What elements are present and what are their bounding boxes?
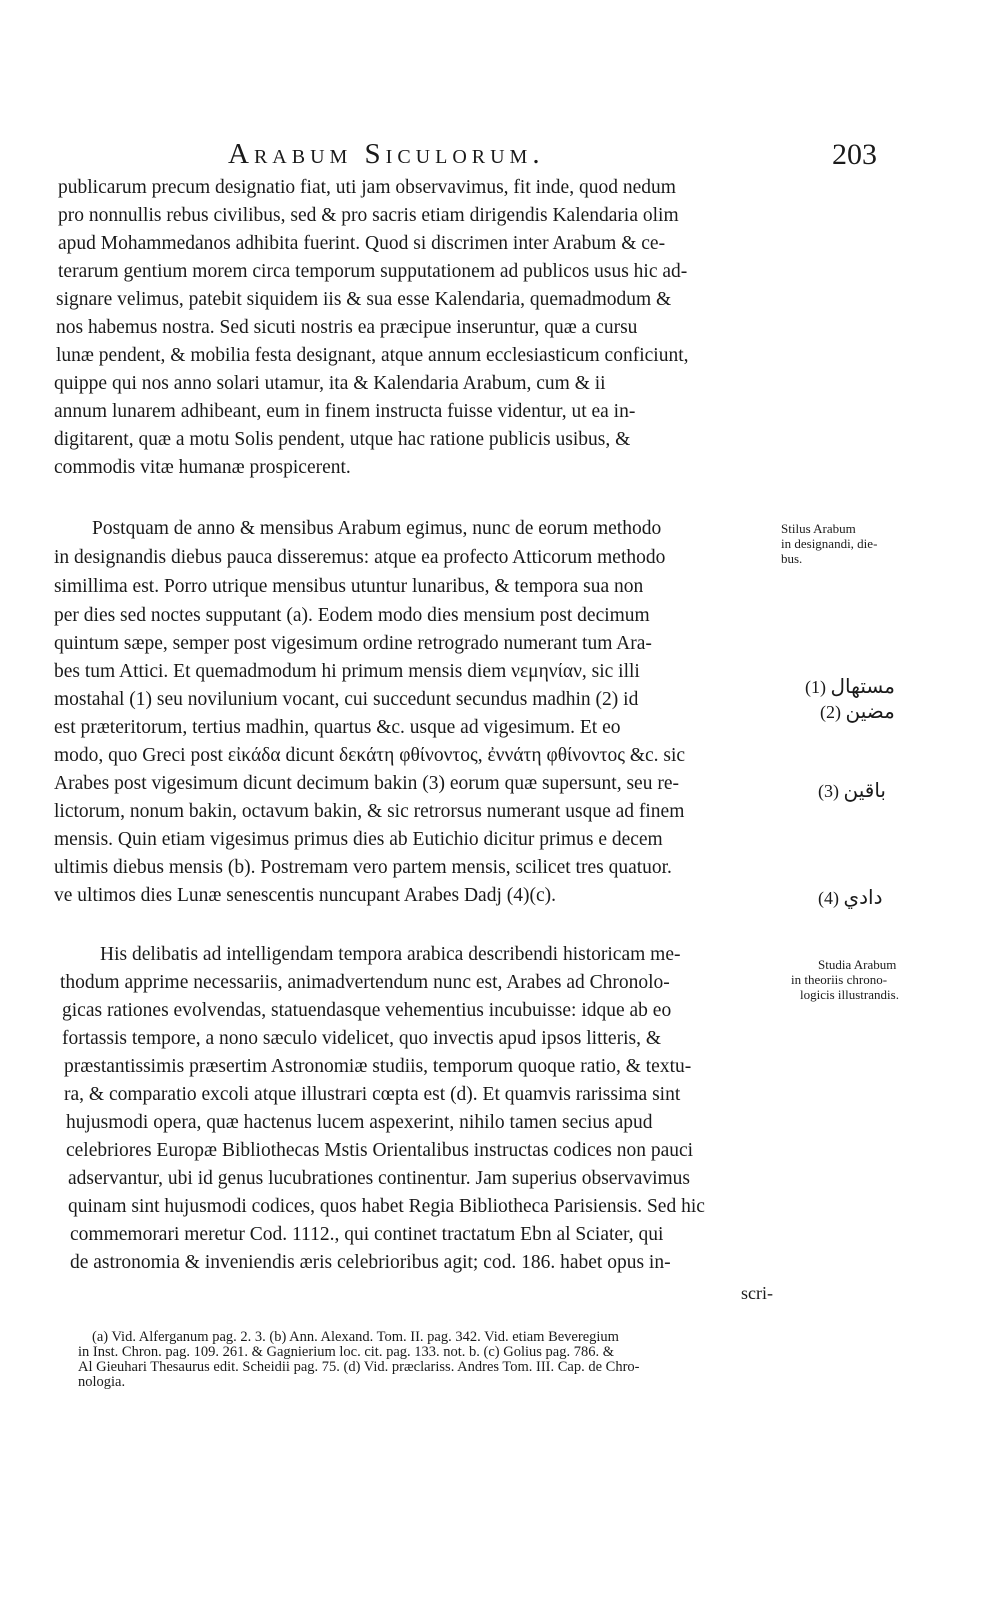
- text-line: lictorum, nonum bakin, octavum bakin, & sic retrorsus numerant usque ad finem: [54, 801, 685, 822]
- arabic-word: باقين: [843, 778, 886, 802]
- footnote-line: Al Gieuhari Thesaurus edit. Scheidii pag. 75. (d) Vid. præclariss. Andres Tom. III. Cap. de Chro-: [78, 1359, 640, 1375]
- text-line: nos habemus nostra. Sed sicuti nostris ea præcipue inseruntur, quæ a cursu: [56, 317, 638, 338]
- text-line: thodum apprime necessariis, animadvertendum nunc est, Arabes ad Chronolo-: [60, 972, 670, 993]
- margin-note-line: bus.: [781, 551, 803, 566]
- text-line: ra, & comparatio excoli atque illustrari cœpta est (d). Et quamvis rarissima sint: [64, 1084, 681, 1105]
- margin-note-line: Studia Arabum: [818, 957, 897, 972]
- text-line: simillima est. Porro utrique mensibus utuntur lunaribus, & tempora sua non: [54, 576, 644, 597]
- text-line: pro nonnullis rebus civilibus, sed & pro sacris etiam dirigendis Kalendaria olim: [58, 205, 679, 226]
- text-line: celebriores Europæ Bibliothecas Mstis Orientalibus instructas codices non pauci: [66, 1140, 694, 1161]
- text-line: in designandis diebus pauca disseremus: atque ea profecto Atticorum methodo: [54, 547, 666, 568]
- text-line: quippe qui nos anno solari utamur, ita & Kalendaria Arabum, cum & ii: [54, 373, 606, 394]
- gloss-1: [805, 674, 895, 698]
- margin-note-line: in designandi, die-: [781, 536, 878, 551]
- text-line: præstantissimis præsertim Astronomiæ studiis, temporum quoque ratio, & textu-: [64, 1056, 692, 1077]
- gloss-number: (4): [818, 888, 839, 908]
- text-line: hujusmodi opera, quæ hactenus lucem aspexerint, nihilo tamen secius apud: [66, 1112, 653, 1133]
- margin-note-line: logicis illustrandis.: [800, 987, 899, 1002]
- arabic-word: مضين: [845, 699, 895, 723]
- text-line: publicarum precum designatio fiat, uti jam observavimus, fit inde, quod nedum: [58, 177, 676, 198]
- gloss-number: (2): [820, 702, 841, 722]
- text-line: Postquam de anno & mensibus Arabum egimus, nunc de eorum methodo: [92, 518, 662, 539]
- running-head-title: Arabum Siculorum.: [228, 138, 545, 170]
- gloss-4: [818, 885, 883, 909]
- footnote-line: in Inst. Chron. pag. 109. 261. & Gagnierium loc. cit. pag. 133. not. b. (c) Golius pag. 786. &: [78, 1344, 615, 1360]
- margin-note-line: Stilus Arabum: [781, 521, 856, 536]
- text-line: est præteritorum, tertius madhin, quartus &c. usque ad vigesimum. Et eo: [54, 717, 621, 738]
- text-line: per dies sed noctes supputant (a). Eodem modo dies mensium post decimum: [54, 605, 650, 626]
- gloss-3: [818, 778, 886, 802]
- text-line: lunæ pendent, & mobilia festa designant, atque annum ecclesiasticum conficiunt,: [56, 345, 689, 366]
- footnote-line: (a) Vid. Alferganum pag. 2. 3. (b) Ann. Alexand. Tom. II. pag. 342. Vid. etiam Beveregium: [92, 1329, 619, 1345]
- gloss-number: (3): [818, 781, 839, 801]
- text-line: His delibatis ad intelligendam tempora arabica describendi historicam me-: [100, 944, 681, 965]
- text-line: terarum gentium morem circa temporum supputationem ad publicos usus hic ad-: [58, 261, 688, 282]
- text-line: digitarent, quæ a motu Solis pendent, utque hac ratione publicis usibus, &: [54, 429, 631, 450]
- text-line: fortassis tempore, a nono sæculo videlicet, quo invectis apud ipsos litteris, &: [62, 1028, 661, 1049]
- margin-note-line: in theoriis chrono-: [791, 972, 888, 987]
- text-line: quinam sint hujusmodi codices, quos habet Regia Bibliotheca Parisiensis. Sed hic: [68, 1196, 705, 1217]
- gloss-number: (1): [805, 677, 826, 697]
- text-line: mensis. Quin etiam vigesimus primus dies ab Eutichio dicitur primus e decem: [54, 829, 663, 850]
- text-line: commemorari meretur Cod. 1112., qui continet tractatum Ebn al Sciater, qui: [70, 1224, 664, 1245]
- text-line: ultimis diebus mensis (b). Postremam vero partem mensis, scilicet tres quatuor.: [54, 857, 672, 878]
- text-line: adservantur, ubi id genus lucubrationes continentur. Jam superius observavimus: [68, 1168, 691, 1189]
- arabic-word: مستهال: [830, 674, 895, 698]
- footnote-line: nologia.: [78, 1374, 126, 1390]
- text-line: signare velimus, patebit siquidem iis & sua esse Kalendaria, quemadmodum &: [56, 289, 672, 310]
- arabic-word: دادي: [843, 885, 883, 909]
- text-line: annum lunarem adhibeant, eum in finem instructa fuisse videntur, ut ea in-: [54, 401, 636, 422]
- text-line: Arabes post vigesimum dicunt decimum bakin (3) eorum quæ supersunt, seu re-: [54, 773, 679, 794]
- text-line: quintum sæpe, semper post vigesimum ordine retrogrado numerant tum Ara-: [54, 633, 652, 654]
- text-line: bes tum Attici. Et quemadmodum hi primum mensis diem νεμηνίαν, sic illi: [54, 661, 640, 682]
- catchword: scri-: [741, 1283, 773, 1303]
- gloss-2: [820, 699, 895, 723]
- text-line: gicas rationes evolvendas, statuendasque vehementius incubuisse: idque ab eo: [62, 1000, 672, 1021]
- text-line: ve ultimos dies Lunæ senescentis nuncupant Arabes Dadj (4)(c).: [54, 885, 557, 906]
- text-line: apud Mohammedanos adhibita fuerint. Quod si discrimen inter Arabum & ce-: [58, 233, 666, 254]
- text-line: commodis vitæ humanæ prospicerent.: [54, 457, 351, 478]
- text-line: de astronomia & inveniendis æris celebrioribus agit; cod. 186. habet opus in-: [70, 1252, 671, 1273]
- page-number: 203: [832, 138, 877, 171]
- text-line: mostahal (1) seu novilunium vocant, cui succedunt secundus madhin (2) id: [54, 689, 639, 710]
- text-line: modo, quo Greci post εἰκάδα dicunt δεκάτη φθίνοντος, ἐννάτη φθίνοντος &c. sic: [54, 745, 686, 766]
